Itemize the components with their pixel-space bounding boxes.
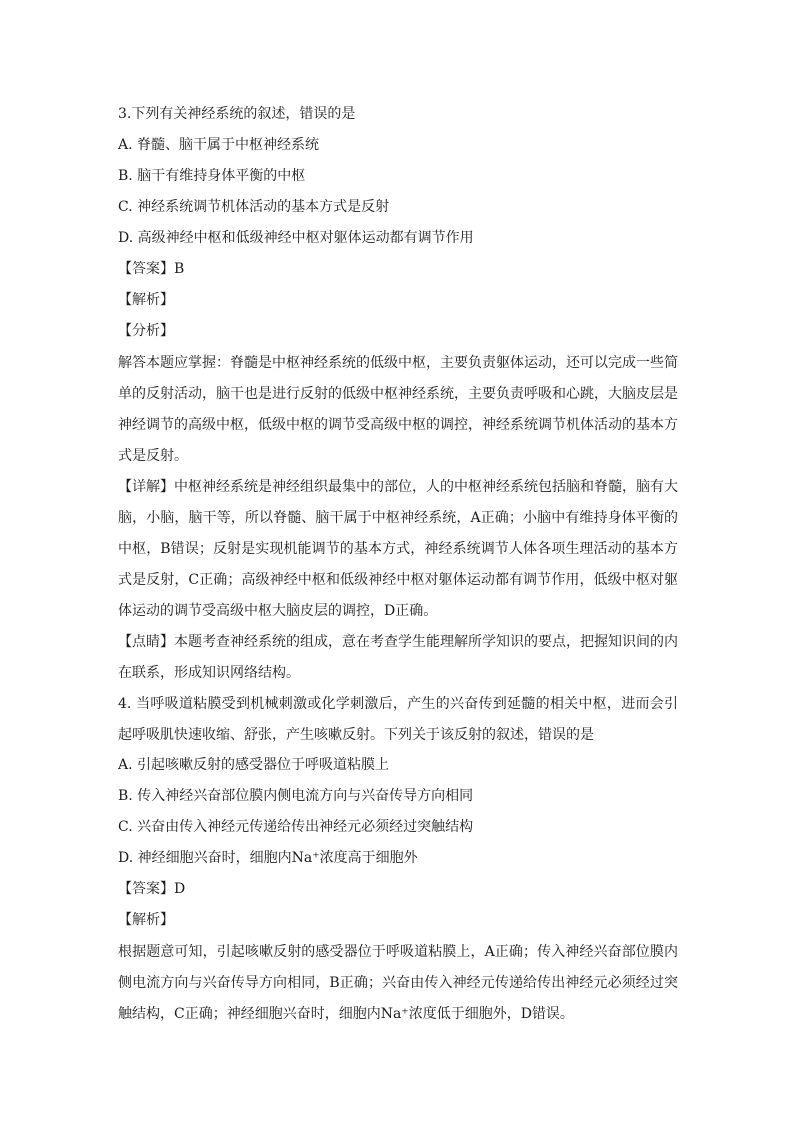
q4-option-b: B. 传入神经兴奋部位膜内侧电流方向与兴奋传导方向相同 <box>118 788 474 804</box>
q4-answer-tag: 【答案】 <box>118 881 174 897</box>
q3-question: 3.下列有关神经系统的叙述，错误的是 <box>118 106 356 122</box>
q4-answer-value: D <box>174 881 186 897</box>
q4-option-a: A. 引起咳嗽反射的感受器位于呼吸道粘膜上 <box>118 757 390 773</box>
q3-fenxi-text: 解答本题应掌握：脊髓是中枢神经系统的低级中枢，主要负责躯体运动，还可以完成一些简单的反射活动，脑干也是进行反射的低级中枢神经系统，主要负责呼吸和心跳，大脑皮层是神经调节的高级中枢，低级中枢的调节受高级中枢的调控，神经系统调节机体活动的基本方式是反射。 <box>118 355 678 464</box>
q4-analysis-text: 根据题意可知，引起咳嗽反射的感受器位于呼吸道粘膜上，A正确；传入神经兴奋部位膜内侧电流方向与兴奋传导方向相同，B正确；兴奋由传入神经元传递给传出神经元必须经过突触结构，C正确；神经细胞兴奋时，细胞内Na⁺浓度低于细胞外，D错误。 <box>118 944 678 1022</box>
document-content <box>118 100 678 1030</box>
q3-detail-tag: 【详解】 <box>118 479 174 495</box>
q3-answer <box>118 255 678 286</box>
q3-analysis-tag: 【解析】 <box>118 292 174 308</box>
q4-answer <box>118 875 678 906</box>
q3-detail-text: 中枢神经系统是神经组织最集中的部位，人的中枢神经系统包括脑和脊髓，脑有大脑，小脑，脑干等，所以脊髓、脑干属于中枢神经系统，A正确；小脑中有维持身体平衡的中枢，B错误；反射是实现机能调节的基本方式，神经系统调节人体各项生理活动的基本方式是反射，C正确；高级神经中枢和低级神经中枢对躯体运动都有调节作用，低级中枢对躯体运动的调节受高级中枢大脑皮层的调控，D正确。 <box>118 479 678 619</box>
q3-option-a: A. 脊髓、脑干属于中枢神经系统 <box>118 137 320 153</box>
q3-dianjing-text: 本题考查神经系统的组成，意在考查学生能理解所学知识的要点，把握知识间的内在联系，形成知识网络结构。 <box>118 634 678 681</box>
q3-dianjing-tag: 【点睛】 <box>118 634 174 650</box>
q3-answer-value: B <box>174 261 185 277</box>
q3-detail <box>118 472 678 627</box>
q3-option-b: B. 脑干有维持身体平衡的中枢 <box>118 168 306 184</box>
q4-option-c: C. 兴奋由传入神经元传递给传出神经元必须经过突触结构 <box>118 819 474 835</box>
q4-question: 4. 当呼吸道粘膜受到机械刺激或化学刺激后，产生的兴奋传到延髓的相关中枢，进而会引起呼吸肌快速收缩、舒张，产生咳嗽反射。下列关于该反射的叙述，错误的是 <box>118 696 678 743</box>
q4-analysis-tag: 【解析】 <box>118 912 174 928</box>
q3-option-d: D. 高级神经中枢和低级神经中枢对躯体运动都有调节作用 <box>118 230 474 246</box>
q3-answer-tag: 【答案】 <box>118 261 174 277</box>
q3-fenxi-tag: 【分析】 <box>118 323 174 339</box>
q3-dianjing <box>118 627 678 689</box>
q3-option-c: C. 神经系统调节机体活动的基本方式是反射 <box>118 199 390 215</box>
q4-option-d: D. 神经细胞兴奋时，细胞内Na⁺浓度高于细胞外 <box>118 850 418 866</box>
